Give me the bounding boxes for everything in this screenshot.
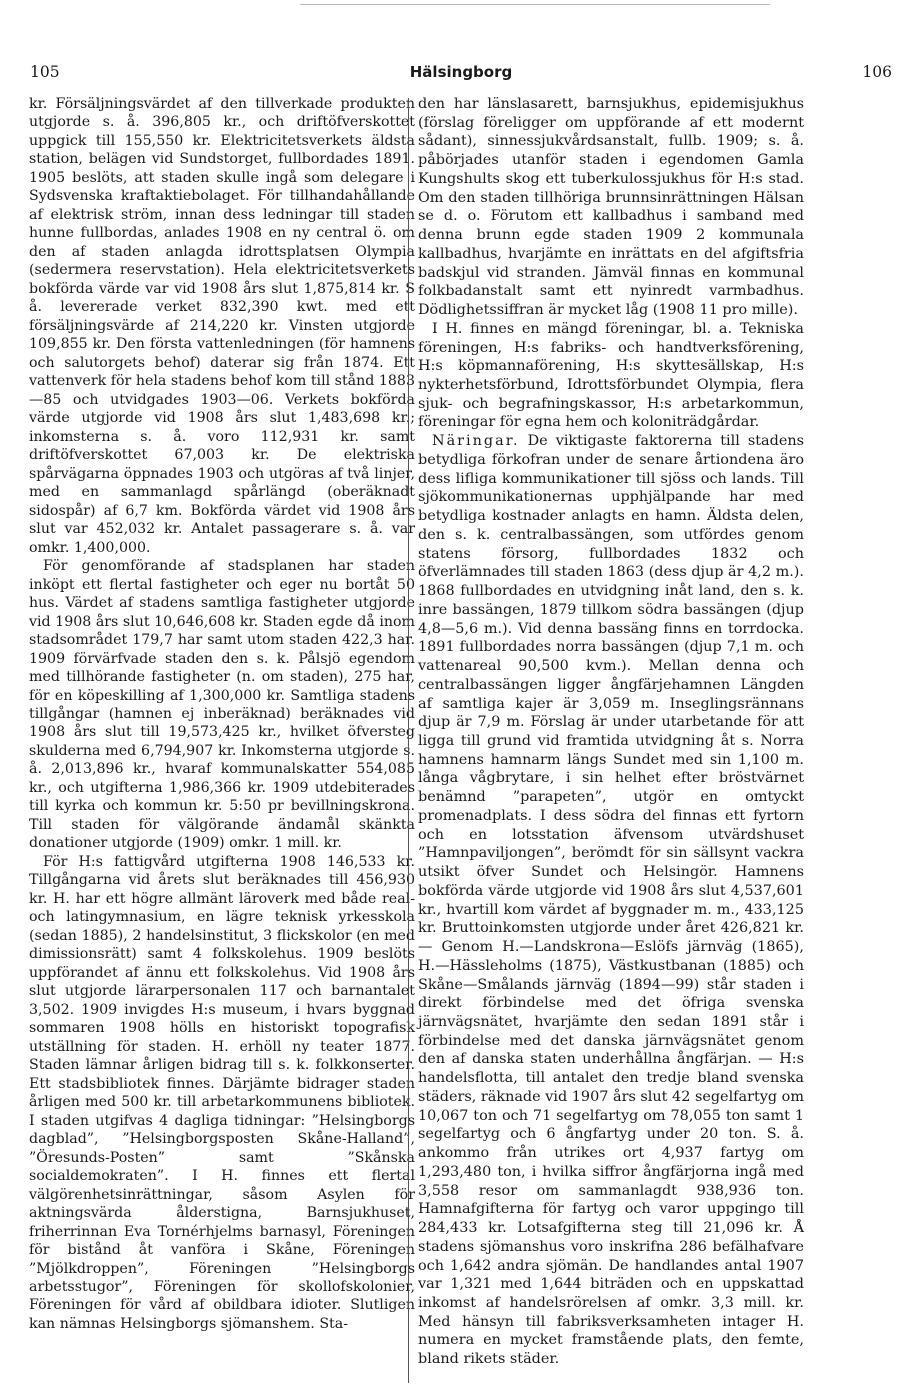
page-number-left: 105 [30,63,60,81]
left-column [29,95,415,1333]
running-title: Hälsingborg [409,63,513,81]
paragraph-hospitals-baths: den har länslasarett, barnsjukhus, epidemisjukhus (förslag föreligger om uppförande af ett modernt sådant), sinnessjukvårdsanstalt, fullb. 1909; s. å. påbörjades utanför staden i egendomen Gamla Kungshults skog ett tuberkulossjukhus för H:s stad. Om den staden tillhöriga brunnsinrättningen Hälsan se d. o. Förutom ett kallbadhus i samband med denna brunn egde staden 1909 2 kommunala kallbadhus, hvarjämte en inrättats en del afgiftsfria badskjul vid stranden. Jämväl finnas en kommunal folkbadanstalt samt ett nyinredt varmbadhus. Dödlighetssiffran är mycket låg (1908 11 pro mille). [418,96,804,319]
paragraph-associations: I H. finnes en mängd föreningar, bl. a. Tekniska föreningen, H:s fabriks- och handtverksförening, H:s köpmannaförening, H:s skyttesällskap, H:s nykterhetsförbund, Idrottsförbundet Olympia, flera sjuk- och begrafningskassor, H:s arbetarkommun, föreningar för egna hem och koloniträdgårdar. [418,320,804,431]
section-label-naringar: Näringar. [432,433,520,450]
page-number-right: 106 [862,63,892,81]
paragraph-industries-harbour-trade [418,432,804,1369]
paragraph-city-property-finances: För genomförande af stadsplanen har staden inköpt ett flertal fastigheter och eger nu bortåt 50 hus. Värdet af stadens samtliga fastigheter utgjorde vid 1908 års slut 10,646,608 kr. Staden egde då inom stadsområdet 179,7 har samt utom staden 422,3 har. 1909 förvärfvade staden den s. k. Pålsjö egendom med tillhörande fastigheter (n. om staden), 275 har, för en köpeskilling af 1,300,000 kr. Samtliga stadens tillgångar (hamnen ej inberäknad) beräknades vid 1908 års slut till 19,573,425 kr., hvilket öfversteg skulderna med 6,794,907 kr. Inkomsterna utgjorde s. å. 2,013,896 kr., hvaraf kommunalskatter 554,085 kr., och utgifterna 1,986,366 kr. 1909 utdebiterades till kyrka och kommun kr. 5:50 pr bevillningskrona. Till staden för välgörande ändamål skänkta donationer utgjorde (1909) omkr. 1 mill. kr. [29,558,415,852]
paragraph-poor-relief-education-institutions: För H:s fattigvård utgifterna 1908 146,533 kr. Tillgångarna vid årets slut beräknades till 456,930 kr. H. har ett högre allmänt läroverk med både real- och latingymnasium, en lägre teknisk yrkesskola (sedan 1885), 2 handelsinstitut, 3 flickskolor (en med dimissionsrätt) samt 4 folkskolehus. 1909 beslöts uppförandet af ännu ett folkskolehus. Vid 1908 års slut utgjorde lärarpersonalen 117 och barnantalet 3,502. 1909 invigdes H:s museum, i hvars byggnad sommaren 1908 hölls en historiskt topografisk utställning för staden. H. erhöll ny teater 1877. Staden lämnar årligen bidrag till s. k. folkkonserter. Ett stadsbibliotek finnes. Därjämte bidrager staden årligen med 500 kr. till arbetarkommunens bibliotek. I staden utgifvas 4 dagliga tidningar: ”Helsingborgs dagblad”, ”Helsingborgsposten Skåne-Halland”, ”Öresunds-Posten” samt ”Skånska socialdemokraten”. I H. finnes ett flertal välgörenhetsinrättningar, såsom Asylen för aktningsvärda ålderstigna, Barnsjukhuset, friherrinnan Eva Tornérhjelms barnasyl, Föreningen för bistånd åt vanföra i Skåne, Föreningen ”Mjölkdroppen”, Föreningen ”Helsingborgs arbetsstugor”, Föreningen för skollofskolonier, Föreningen för vård af obildbara idioter. Slutligen kan nämnas Helsingborgs sjömanshem. Sta- [29,853,415,1332]
right-column [418,95,804,1369]
paragraph-electricity-water-tramways: kr. Försäljningsvärdet af den tillverkade produkten utgjorde s. å. 396,805 kr., och driftöfverskottet uppgick till 155,550 kr. Elektricitetsverkets äldsta station, belägen vid Sundstorget, fullbordades 1891. 1905 beslöts, att staden skulle ingå som delegare i Sydsvenska kraftaktiebolaget. För tillhandahållande af elektrisk ström, innan dess ledningar till staden hunne fullbordas, anlades 1908 en ny central ö. om den af staden anlagda idrottsplatsen Olympia (sedermera reservstation). Hela elektricitetsverkets bokförda värde var vid 1908 års slut 1,875,814 kr. S å. levererade verket 832,390 kwt. med ett försäljningsvärde af 214,220 kr. Vinsten utgjorde 109,855 kr. Den första vattenledningen (för hamnens och salutorgets behof) daterar sig från 1874. Ett vattenverk för hela stadens behof kom till stånd 1883—85 och utvidgades 1903—06. Verkets bokförda värde utgjorde vid 1908 års slut 1,483,698 kr.; inkomsterna s. å. voro 112,931 kr. samt driftöfverskottet 67,003 kr. De elektriska spårvägarna öppnades 1903 och utgöras af två linjer, med en sammanlagd spårlängd (oberäknadt sidospår) af 6,7 km. Bokförda värdet vid 1908 års slut var 452,032 kr. Antalet passagerare s. å. var omkr. 1,400,000. [29,96,415,556]
section-text-naringar: De viktigaste faktorerna till stadens betydliga förkofran under de senare årtiondena äro dess lifliga kommunikationer till sjöss och lands. Till sjökommunikationernas upphjälpande har med betydliga kostnader anlagts en hamn. Äldsta delen, den s. k. centralbassängen, som utfördes genom statens försorg, fullbordades 1832 och öfverlämnades till staden 1863 (dess djup är 4,2 m.). 1868 fullbordades en utvidgning inåt land, den s. k. inre bassängen, 1879 tillkom södra bassängen (djup 4,8—5,6 m.). Vid denna bassäng finns en torrdocka. 1891 fullbordades norra bassängen (djup 7,1 m. och vattenareal 90,500 kvm.). Mellan denna och centralbassängen ligger ångfärjehamnen Längden af samtliga kajer är 3,059 m. Inseglingsrännans djup är 7,9 m. Förslag är under utarbetande för att ligga till grund vid framtida utvidgning åt s. Norra hamnens hamnarm längs Sundet med sin 1,100 m. långa vågbrytare, i sin helhet efter bröstvärnet benämnd ”parapeten”, utgör en omtyckt promenadplats. I dess södra del finnas ett fyrtorn och en lotsstation äfvensom utvärdshuset ”Hamnpaviljongen”, berömdt för sin sällsynt vackra utsikt öfver Sundet och Helsingör. Hamnens bokförda värde utgjorde vid 1908 års slut 4,537,601 kr., hvartill kom värdet af byggnader m. m., 433,125 kr. Bruttoinkomsten utgjorde under året 426,821 kr. — Genom H.—Landskrona—Eslöfs järnväg (1865), H.—Hässleholms (1875), Västkustbanan (1885) och Skåne—Smålands järnväg (1894—99) står staden i direkt förbindelse med det öfriga svenska järnvägsnätet, hvarjämte den sedan 1891 står i förbindelse med det danska järnvägsnätet genom den af danska staten underhållna ångfärjan. — H:s handelsflotta, till antalet den tredje bland svenska städers, räknade vid 1907 års slut 42 segelfartyg om 10,067 ton och 71 segelfartyg om 78,055 ton samt 1 segelfartyg och 6 ångfartyg under 20 ton. S. å. ankommo från utrikes ort 4,937 fartyg om 1,293,480 ton, i hvilka siffror ångfärjorna ingå med 3,558 resor om sammanlagdt 938,936 ton. Hamnafgifterna för fartyg och varor uppgingo till 284,433 kr. Lotsafgifterna steg till 21,096 kr. Å stadens sjömanshus voro inskrifna 286 befälhafvare och 1,642 andra sjömän. De handlandes antal 1907 var 1,321 med 1,644 biträden och en uppskattad inkomst af handelsrörelsen af omkr. 3,3 mill. kr. Med hänsyn till fabriksverksamheten intager H. numera en mycket framstående plats, den femte, bland rikets städer. [418,433,804,1368]
top-edge-rule [300,4,770,5]
page-header [30,63,892,85]
column-divider [408,98,409,1383]
